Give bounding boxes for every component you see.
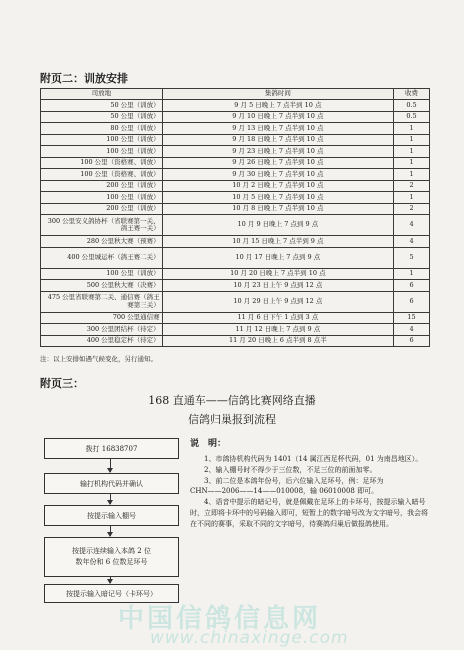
table-row bbox=[41, 169, 430, 181]
cell-time: 9 月 10 日晚上 7 点半到 10 点 bbox=[162, 111, 393, 123]
cell-fee: 1 bbox=[394, 134, 430, 146]
cell-location: 100 公里（训放） bbox=[41, 134, 163, 146]
table-row bbox=[41, 335, 430, 347]
cell-location: 100 公里（资格赛、训放） bbox=[41, 169, 163, 181]
cell-location: 100 公里（训放） bbox=[41, 192, 163, 204]
cell-time: 9 月 5 日晚上 7 点半到 10 点 bbox=[162, 100, 393, 112]
explanation-item: CHN——2006——14——010008，输 06010008 即可。 bbox=[190, 487, 379, 496]
flow-step-text: 按提示输入暗记号（卡环号） bbox=[66, 589, 157, 598]
cell-location: 700 公里通信赛 bbox=[41, 312, 163, 324]
cell-fee: 0.5 bbox=[394, 100, 430, 112]
table-row bbox=[41, 180, 430, 192]
watermark-text: 中国信鸽信息网 bbox=[118, 604, 322, 634]
table-row bbox=[41, 280, 430, 292]
table-row bbox=[41, 324, 430, 336]
cell-fee: 6 bbox=[394, 335, 430, 347]
table-row bbox=[41, 203, 430, 215]
cell-fee: 6 bbox=[394, 291, 430, 312]
cell-fee: 15 bbox=[394, 312, 430, 324]
table-row bbox=[41, 123, 430, 135]
explanation-item: 1、市鸽协机构代码为 1401（14 属江西足杯代码，01 为南昌地区）。 bbox=[204, 454, 423, 463]
table-row bbox=[41, 312, 430, 324]
table-row bbox=[41, 215, 430, 236]
cell-location: 300 公里团结杯（待定） bbox=[41, 324, 163, 336]
table-row bbox=[41, 192, 430, 204]
appendix3-title: 附页三： bbox=[40, 377, 84, 390]
cell-fee: 1 bbox=[394, 169, 430, 181]
table-row bbox=[41, 247, 430, 268]
cell-fee: 6 bbox=[394, 280, 430, 292]
cell-fee: 1 bbox=[394, 268, 430, 280]
cell-time: 10 月 5 日晚上 7 点半到 10 点 bbox=[162, 192, 393, 204]
cell-fee: 2 bbox=[394, 180, 430, 192]
cell-time: 10 月 29 日上午 9 点到 12 点 bbox=[162, 291, 393, 312]
cell-location: 50 公里（训放） bbox=[41, 111, 163, 123]
cell-location: 100 公里（资格赛、训放） bbox=[41, 157, 163, 169]
cell-location: 80 公里（训放） bbox=[41, 123, 163, 135]
cell-location: 500 公里秋大赛（决赛） bbox=[41, 280, 163, 292]
cell-location: 200 公里（训放） bbox=[41, 203, 163, 215]
appendix2-title: 附页二：训放安排 bbox=[40, 72, 128, 85]
cell-fee: 1 bbox=[394, 192, 430, 204]
flow-step-text: 输打机构代码并确认 bbox=[80, 479, 143, 488]
cell-fee: 4 bbox=[394, 236, 430, 248]
cell-time: 10 月 20 日晚上 7 点半到 10 点 bbox=[162, 268, 393, 280]
arrow-down-icon bbox=[110, 577, 111, 583]
cell-time: 10 月 17 日晚上 7 点到 9 点 bbox=[162, 247, 393, 268]
flow-step-text: 按提示连续输入本鸽 2 位 bbox=[72, 546, 151, 555]
table-row bbox=[41, 111, 430, 123]
cell-location: 200 公里（训放） bbox=[41, 180, 163, 192]
watermark-url: www.chinaxinge.com bbox=[150, 628, 349, 648]
table-row bbox=[41, 146, 430, 158]
cell-fee: 0.5 bbox=[394, 111, 430, 123]
cell-time: 10 月 23 日上午 9 点到 12 点 bbox=[162, 280, 393, 292]
table-note: 注：以上安排如遇气候变化，另行通知。 bbox=[40, 355, 157, 363]
explanation-item: 3、前二位是本鸽年份号，后六位输入足环号，例：足环为 bbox=[204, 476, 384, 485]
cell-time: 9 月 26 日晚上 7 点半到 10 点 bbox=[162, 157, 393, 169]
cell-time: 9 月 13 日晚上 7 点半到 10 点 bbox=[162, 123, 393, 135]
cell-fee: 1 bbox=[394, 123, 430, 135]
cell-fee: 1 bbox=[394, 157, 430, 169]
flow-step-ring-number bbox=[44, 537, 179, 577]
explanation-item: 2、输入棚号时不得少于三位数，不足三位的前面加零。 bbox=[204, 465, 377, 474]
cell-time: 11 月 12 日晚上 7 点到 9 点 bbox=[162, 324, 393, 336]
table-row bbox=[41, 134, 430, 146]
table-row bbox=[41, 268, 430, 280]
flow-step-dial bbox=[44, 438, 179, 459]
cell-fee: 5 bbox=[394, 247, 430, 268]
table-row bbox=[41, 291, 430, 312]
cell-time: 10 月 15 日晚上 7 点半到 9 点 bbox=[162, 236, 393, 248]
cell-time: 9 月 18 日晚上 7 点半到 10 点 bbox=[162, 134, 393, 146]
cell-time: 10 月 2 日晚上 7 点半到 10 点 bbox=[162, 180, 393, 192]
cell-time: 9 月 30 日晚上 7 点半到 10 点 bbox=[162, 169, 393, 181]
cell-time: 10 月 8 日晚上 7 点半到 10 点 bbox=[162, 203, 393, 215]
process-title: 信鸽归巢报到流程 bbox=[188, 413, 276, 426]
header-time: 集鸽时间 bbox=[162, 89, 393, 100]
cell-location: 100 公里（训放） bbox=[41, 146, 163, 158]
table-row bbox=[41, 157, 430, 169]
cell-location: 300 公里安义鸽协杯（省联赛第一关、鸽王赛一关） bbox=[41, 215, 163, 236]
cell-fee: 4 bbox=[394, 215, 430, 236]
cell-location: 475 公里省联赛第二关、通信赛（鸽王赛第三关） bbox=[41, 291, 163, 312]
cell-location: 50 公里（训放） bbox=[41, 100, 163, 112]
explanation-item: 4、语音中提示的暗记号，就是佩戴在足环上的卡环号，按提示输入暗号时，立即将卡环中的号码输入即可，短暂上的数字暗号改为文字暗号，我会将在不同的赛事，采取不同的文字暗号，待赛鸽归巢后做报鸽使用。 bbox=[190, 498, 428, 528]
cell-fee: 4 bbox=[394, 324, 430, 336]
table-header-row bbox=[41, 89, 430, 100]
flow-step-text: 拨打 16838707 bbox=[85, 444, 138, 453]
cell-location: 100 公里（训放） bbox=[41, 268, 163, 280]
table-row bbox=[41, 236, 430, 248]
flow-step-text: 数年份和 6 位数足环号 bbox=[75, 558, 148, 566]
cell-time: 9 月 23 日晚上 7 点半到 10 点 bbox=[162, 146, 393, 158]
header-location: 司放地 bbox=[41, 89, 163, 100]
cell-time: 11 月 20 日晚上 6 点半到 8 点半 bbox=[162, 335, 393, 347]
broadcast-title: 168 直通车——信鸽比赛网络直播 bbox=[148, 394, 316, 407]
header-fee: 收费 bbox=[394, 89, 430, 100]
cell-fee: 1 bbox=[394, 146, 430, 158]
cell-location: 280 公里秋大赛（预赛） bbox=[41, 236, 163, 248]
flow-step-text: 按提示输入棚号 bbox=[87, 511, 136, 520]
cell-fee: 2 bbox=[394, 203, 430, 215]
arrow-down-icon bbox=[110, 494, 111, 504]
cell-location: 400 公里稳定杯（待定） bbox=[41, 335, 163, 347]
training-schedule-table bbox=[40, 88, 430, 347]
flow-step-loft-number bbox=[44, 505, 179, 526]
cell-location: 400 公里城运杯（鸽王赛二关） bbox=[41, 247, 163, 268]
table-row bbox=[41, 100, 430, 112]
arrow-down-icon bbox=[110, 526, 111, 536]
flow-step-org-code bbox=[44, 473, 179, 494]
explanation-title: 说 明： bbox=[190, 439, 227, 449]
cell-time: 10 月 9 日晚上 7 点到 9 点 bbox=[162, 215, 393, 236]
cell-time: 11 月 6 日下午 1 点到 3 点 bbox=[162, 312, 393, 324]
arrow-down-icon bbox=[110, 459, 111, 472]
explanation-block bbox=[190, 438, 430, 530]
